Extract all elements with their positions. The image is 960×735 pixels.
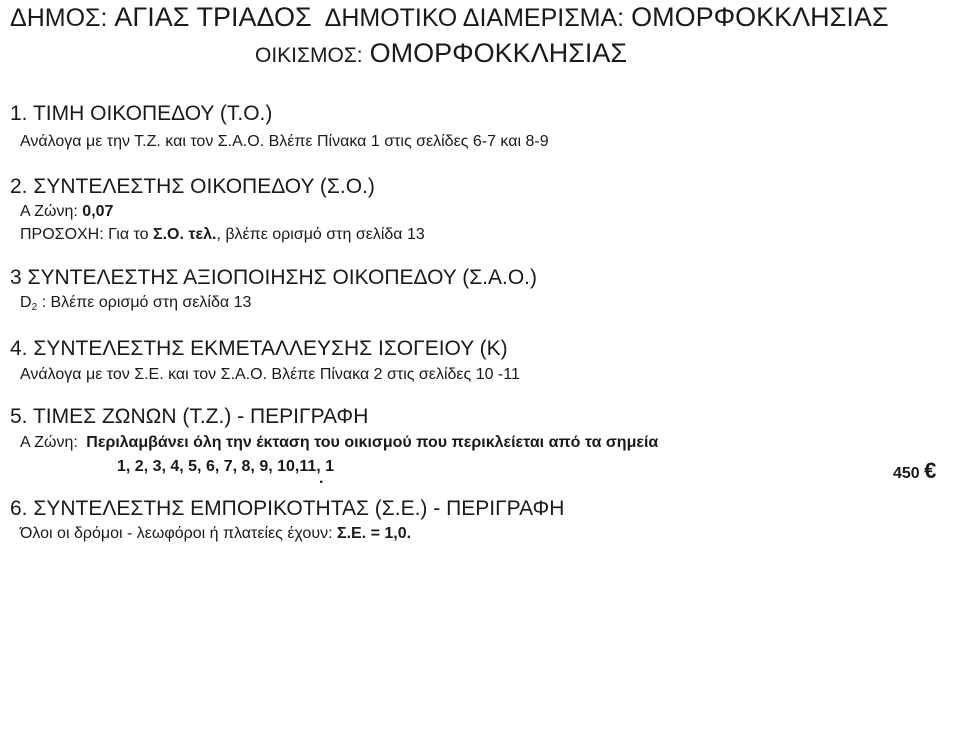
section-6-value: Σ.Ε. = 1,0. (336, 525, 412, 542)
note-text-2: , βλέπε ορισμό στη σελίδα 13 (216, 226, 425, 243)
euro-icon: € (924, 458, 937, 483)
section-4-text: Ανάλογα με τον Σ.Ε. και τον Σ.Α.Ο. Βλέπε Πίνακα 2 στις σελίδες 10 -11 (20, 366, 520, 383)
zone-a-price (893, 458, 936, 484)
section-2-heading: 2. ΣΥΝΤΕΛΕΣΤΗΣ ΟΙΚΟΠΕΔΟΥ (Σ.Ο.) (10, 175, 375, 198)
zone-a-points: 1, 2, 3, 4, 5, 6, 7, 8, 9, 10,11, 1 (117, 458, 335, 475)
section-5-heading: 5. ΤΙΜΕΣ ΖΩΝΩΝ (Τ.Ζ.) - ΠΕΡΙΓΡΑΦΗ (10, 405, 369, 428)
section-3-heading: 3 ΣΥΝΤΕΛΕΣΤΗΣ ΑΞΙΟΠΟΙΗΣΗΣ ΟΙΚΟΠΕΔΟΥ (Σ.Α.Ο.) (10, 266, 538, 289)
d-subscript: 2 (31, 302, 38, 313)
section-1-heading: 1. ΤΙΜΗ ΟΙΚΟΠΕΔΟΥ (Τ.Ο.) (10, 102, 273, 125)
note-label: ΠΡΟΣΟΧΗ: (20, 226, 104, 243)
settlement-value: ΟΜΟΡΦΟΚΚΛΗΣΙΑΣ (369, 38, 628, 68)
settlement-label: ΟΙΚΙΣΜΟΣ: (255, 44, 363, 67)
stray-dot: . (319, 470, 324, 487)
zone-value: 0,07 (82, 203, 114, 220)
zone-label: Α Ζώνη: (20, 203, 78, 220)
note-bold: Σ.Ο. τελ. (152, 226, 217, 243)
district-label: ΔΗΜΟΤΙΚΟ ΔΙΑΜΕΡΙΣΜΑ: (324, 4, 625, 32)
section-3-desc: : Βλέπε ορισμό στη σελίδα 13 (37, 294, 252, 311)
note-text-1: Για το (108, 226, 149, 243)
section-1-text: Ανάλογα με την Τ.Ζ. και τον Σ.Α.Ο. Βλέπε Πίνακα 1 στις σελίδες 6-7 και 8-9 (20, 133, 549, 150)
section-2-note (20, 226, 425, 244)
section-3-text (20, 294, 251, 313)
section-6-desc: Όλοι οι δρόμοι - λεωφόροι ή πλατείες έχουν: (20, 525, 333, 542)
municipality-value: ΑΓΙΑΣ ΤΡΙΑΔΟΣ (114, 2, 312, 32)
section-5-zone (20, 434, 658, 452)
zone-a-label: Α Ζώνη: (20, 434, 78, 451)
section-6-text (20, 525, 411, 543)
price-value: 450 (893, 465, 920, 482)
section-2-zone (20, 203, 113, 221)
municipality-label: ΔΗΜΟΣ: (10, 4, 108, 32)
zone-a-description: Περιλαμβάνει όλη την έκταση του οικισμού που περικλείεται από τα σημεία (86, 434, 659, 451)
section-4-heading: 4. ΣΥΝΤΕΛΕΣΤΗΣ ΕΚΜΕΤΑΛΛΕΥΣΗΣ ΙΣΟΓΕΙΟΥ (Κ) (10, 337, 508, 360)
header-line-1 (10, 2, 889, 33)
section-6-heading: 6. ΣΥΝΤΕΛΕΣΤΗΣ ΕΜΠΟΡΙΚΟΤΗΤΑΣ (Σ.Ε.) - ΠΕΡΙΓΡΑΦΗ (10, 497, 565, 520)
header-line-2 (255, 38, 627, 69)
d-label: D (20, 294, 32, 311)
district-value: ΟΜΟΡΦΟΚΚΛΗΣΙΑΣ (631, 2, 889, 32)
